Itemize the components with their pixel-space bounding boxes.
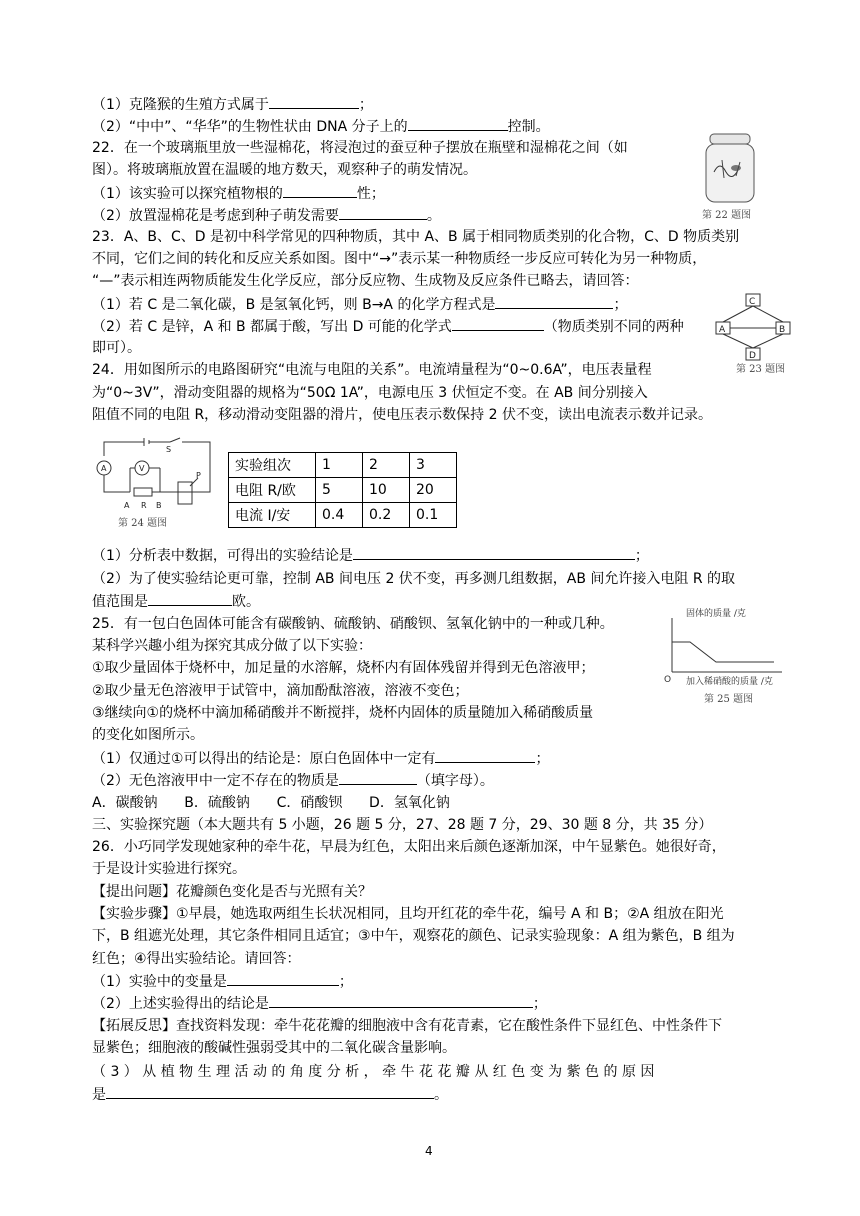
q23-part1: （1）若 C 是二氧化碳，B 是氢氧化钙，则 B→A 的化学方程式是 ； bbox=[92, 294, 627, 315]
q25-step2: ②取少量无色溶液甲于试管中，滴加酚酞溶液，溶液不变色； bbox=[92, 683, 469, 699]
q23-figure-caption: 第 23 题图 bbox=[736, 364, 786, 375]
q24-part1: （1）分析表中数据，可得出的实验结论是 ； bbox=[92, 545, 649, 566]
q22-stem-line1: 22．在一个玻璃瓶里放一些湿棉花，将浸泡过的蚕豆种子摆放在瓶壁和湿棉花之间（如 bbox=[92, 140, 628, 156]
q23-stem-line2: 不同，它们之间的转化和反应关系如图。图中“→”表示某一种物质经一步反应可转化为另一种物质， bbox=[92, 251, 707, 267]
q24-point-b-label: B bbox=[156, 501, 162, 510]
table-cell: 3 bbox=[410, 453, 457, 478]
table-cell: 电流 I/安 bbox=[229, 503, 316, 528]
q23-node-d: D bbox=[749, 351, 756, 361]
table-cell: 5 bbox=[316, 478, 363, 503]
q25-part1: （1）仅通过①可以得出的结论是：原白色固体中一定有 ； bbox=[92, 748, 549, 769]
q26-stem-line2: 于是设计实验进行探究。 bbox=[92, 861, 246, 877]
q26-reflection-line1: 【拓展反思】查找资料发现：牵牛花花瓣的细胞液中含有花青素，它在酸性条件下显红色、中性条件下 bbox=[92, 1018, 722, 1034]
q26-steps-line2: 下，B 组遮光处理，其它条件相同且适宜；③中午，观察花的颜色、记录实验现象：A 组为紫色，B 组为 bbox=[92, 928, 735, 944]
q21-part2: （2）“中中”、“华华”的生物性状由 DNA 分子上的 控制。 bbox=[92, 116, 550, 137]
table-cell: 实验组次 bbox=[229, 453, 316, 478]
q24-switch-label: S bbox=[166, 445, 172, 454]
q23-node-b: B bbox=[779, 325, 786, 335]
q24-point-a-label: A bbox=[124, 501, 130, 510]
q23-stem-line1: 23．A、B、C、D 是初中科学常见的四种物质，其中 A、B 属于相同物质类别的化合物，C、D 物质类别 bbox=[92, 229, 740, 245]
q23-node-c: C bbox=[749, 297, 756, 307]
q23-node-a: A bbox=[719, 325, 726, 335]
q24-stem-line3: 阻值不同的电阻 R，移动滑动变阻器的滑片，使电压表示数保持 2 伏不变，读出电流表示数并记录。 bbox=[92, 407, 712, 423]
q26-part3: （ 3 ） 从 植 物 生 理 活 动 的 角 度 分 析 ， 牵 牛 花 花 瓣 从 红 色 变 为 紫 色 的 原 因 bbox=[92, 1064, 655, 1080]
table-cell: 电阻 R/欧 bbox=[229, 478, 316, 503]
q22-figure-caption: 第 22 题图 bbox=[702, 210, 752, 221]
q25-part2: （2）无色溶液甲中一定不存在的物质是 （填字母）。 bbox=[92, 770, 494, 791]
table-cell: 0.2 bbox=[363, 503, 410, 528]
q24-part2: （2）为了使实验结论更可靠，控制 AB 间电压 2 伏不变，再多测几组数据，AB 间允许接入电阻 R 的取 bbox=[92, 571, 736, 587]
q24-slider-label: P bbox=[196, 471, 201, 480]
q22-stem-line2: 图）。将玻璃瓶放置在温暖的地方数天，观察种子的萌发情况。 bbox=[92, 162, 477, 178]
q24-part2-cont: 值范围是 欧。 bbox=[92, 591, 260, 612]
q24-stem-line2: 为“0~3V”，滑动变阻器的规格为“50Ω 1A”，电源电压 3 伏恒定不变。在 AB 间分别接入 bbox=[92, 385, 648, 401]
q24-voltmeter-label: V bbox=[139, 464, 145, 473]
q22-part2: （2）放置湿棉花是考虑到种子萌发需要 。 bbox=[92, 205, 441, 226]
table-cell: 1 bbox=[316, 453, 363, 478]
q25-graph-origin: O bbox=[664, 675, 672, 685]
q24-stem-line1: 24．用如图所示的电路图研究“电流与电阻的关系”。电流靖量程为“0~0.6A”，电压表量程 bbox=[92, 362, 652, 378]
q23-relation-diagram bbox=[710, 292, 798, 375]
q24-resistor-label: R bbox=[141, 501, 147, 510]
q26-reflection-line2: 显紫色；细胞液的酸碱性强弱受其中的二氧化碳含量影响。 bbox=[92, 1040, 456, 1056]
table-cell: 2 bbox=[363, 453, 410, 478]
page-number: 4 bbox=[425, 1144, 433, 1158]
section-three-heading: 三、实验探究题（本大题共有 5 小题，26 题 5 分，27、28 题 7 分，29、30 题 8 分，共 35 分） bbox=[92, 817, 713, 833]
table-cell: 0.1 bbox=[410, 503, 457, 528]
q23-stem-line3: “—”表示相连两物质能发生化学反应，部分反应物、生成物及反应条件已略去，请回答： bbox=[92, 273, 639, 289]
q26-stem-line1: 26．小巧同学发现她家种的牵牛花，早晨为红色，太阳出来后颜色逐渐加深，中午显紫色。她很好奇， bbox=[92, 839, 726, 855]
table-row bbox=[229, 478, 457, 503]
q25-graph-ylabel: 固体的质量 /克 bbox=[686, 609, 746, 619]
q24-data-table bbox=[228, 452, 457, 528]
q22-jar-figure bbox=[700, 132, 764, 222]
table-cell: 20 bbox=[410, 478, 457, 503]
q26-part1: （1）实验中的变量是 ； bbox=[92, 971, 353, 992]
q25-stem-line2: 某科学兴趣小组为探究其成分做了以下实验： bbox=[92, 638, 372, 654]
q23-part2-cont: 即可）。 bbox=[92, 340, 141, 356]
q24-figure-caption: 第 24 题图 bbox=[118, 518, 168, 529]
q24-circuit-diagram bbox=[94, 436, 216, 529]
q26-steps-line1: 【实验步骤】①早晨，她选取两组生长状况相同，且均开红花的牵牛花，编号 A 和 B；②A 组放在阳光 bbox=[92, 906, 724, 922]
q25-stem-line1: 25．有一包白色固体可能含有碳酸钠、硫酸钠、硝酸钡、氢氧化钠中的一种或几种。 bbox=[92, 616, 614, 632]
q26-question: 【提出问题】花瓣颜色变化是否与光照有关？ bbox=[92, 884, 372, 900]
q25-step1: ①取少量固体于烧杯中，加足量的水溶解，烧杯内有固体残留并得到无色溶液甲； bbox=[92, 660, 595, 676]
q26-part2: （2）上述实验得出的结论是 ； bbox=[92, 993, 547, 1014]
table-row bbox=[229, 503, 457, 528]
q23-part2: （2）若 C 是锌，A 和 B 都属于酸，写出 D 可能的化学式 （物质类别不同的两种 bbox=[92, 316, 684, 337]
table-cell: 0.4 bbox=[316, 503, 363, 528]
table-row bbox=[229, 453, 457, 478]
q24-ammeter-label: A bbox=[101, 464, 107, 473]
q26-part3-cont: 是 。 bbox=[92, 1084, 448, 1105]
q25-mass-graph bbox=[656, 606, 796, 706]
q21-part1: （1）克隆猴的生殖方式属于 ； bbox=[92, 94, 373, 115]
q25-step3-cont: 的变化如图所示。 bbox=[92, 727, 204, 743]
q25-step3: ③继续向①的烧杯中滴加稀硝酸并不断搅拌，烧杯内固体的质量随加入稀硝酸质量 bbox=[92, 705, 594, 721]
q22-part1: （1）该实验可以探究植物根的 性； bbox=[92, 183, 385, 204]
table-cell: 10 bbox=[363, 478, 410, 503]
q25-graph-xlabel: 加入稀硝酸的质量 /克 bbox=[686, 677, 773, 687]
q26-steps-line3: 红色；④得出实验结论。请回答： bbox=[92, 951, 301, 967]
q25-options: A．碳酸钠 B．硫酸钠 C．硝酸钡 D．氢氧化钠 bbox=[92, 795, 450, 811]
q25-figure-caption: 第 25 题图 bbox=[704, 694, 754, 705]
